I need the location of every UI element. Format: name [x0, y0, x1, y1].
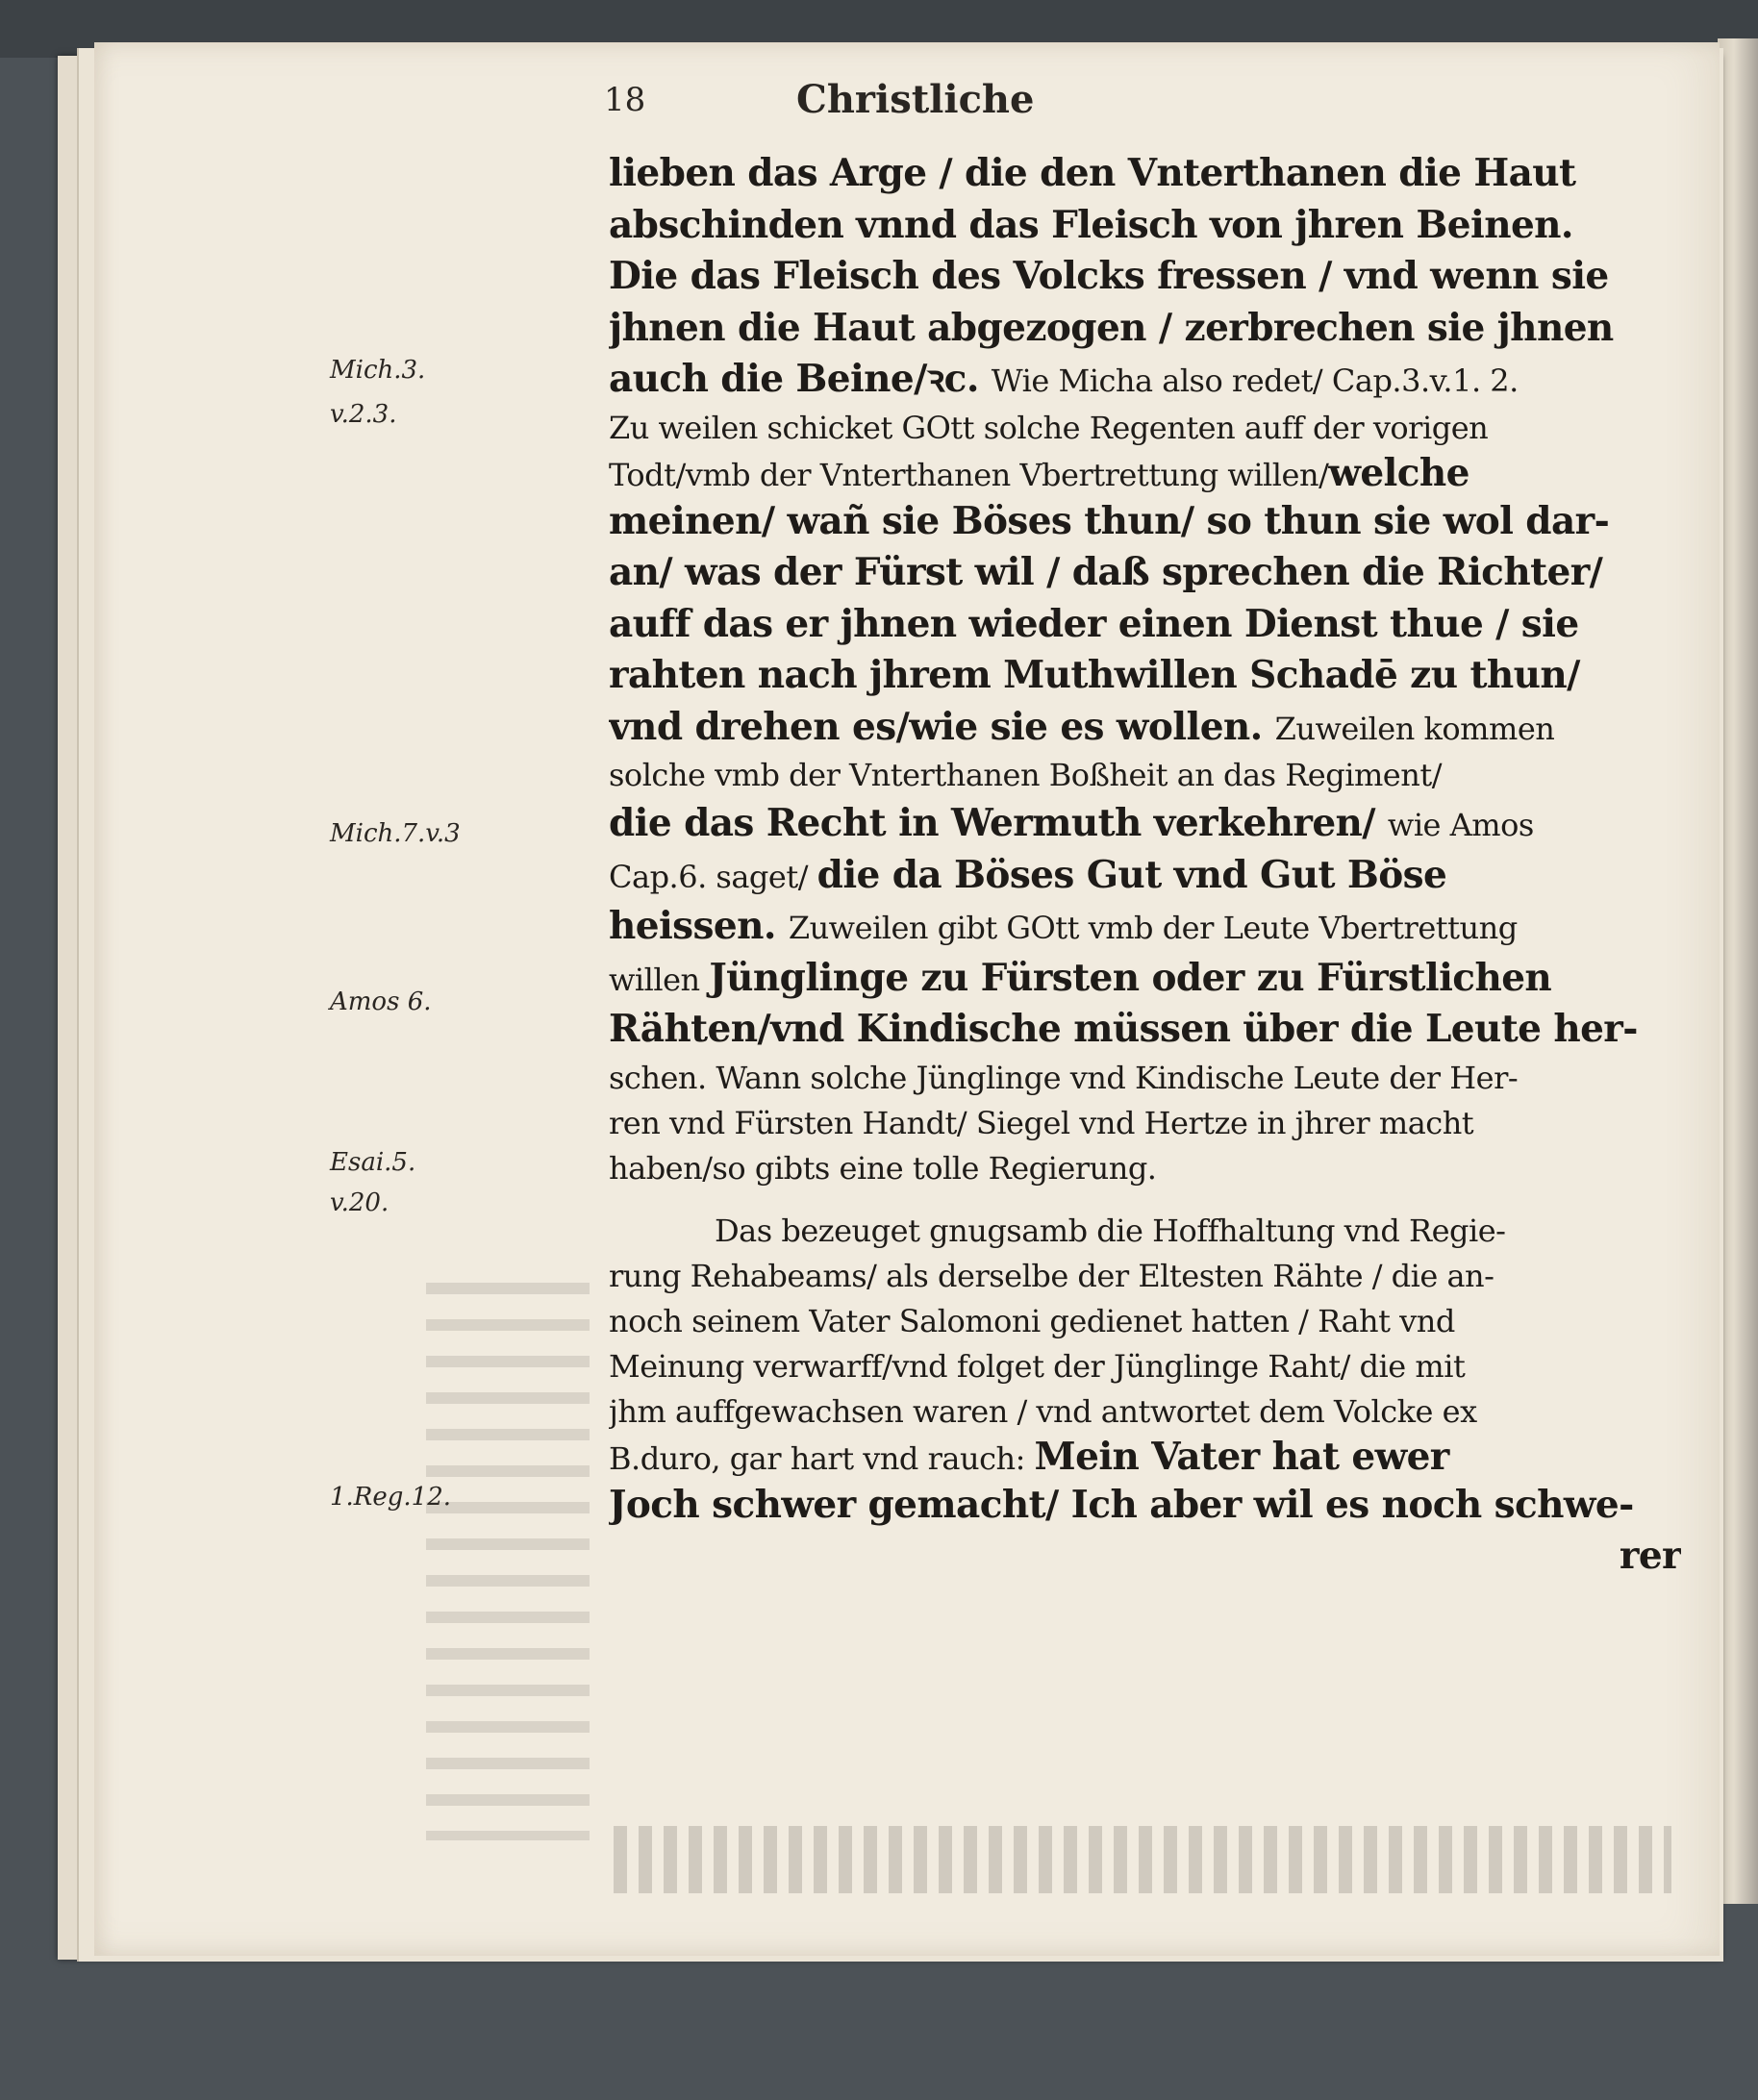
text-line [609, 1344, 1681, 1389]
text-segment: Zuweilen kommen [1274, 710, 1555, 747]
text-line [609, 1254, 1681, 1299]
text-line [609, 798, 1681, 850]
text-segment-emphasis: auch die Beine/ꝛc. [609, 357, 992, 401]
text-segment: willen [609, 961, 710, 998]
text-segment-emphasis: Jünglinge zu Fürsten oder zu Fürstlichen [709, 955, 1552, 1000]
text-segment-emphasis: lieben das Arge / die den Vnterthanen die Haut [609, 151, 1576, 195]
text-segment-emphasis: heissen. [609, 904, 789, 948]
text-segment-emphasis: auff das er jhnen wieder einen Dienst thue / sie [609, 601, 1579, 646]
text-segment: Cap.6. saget/ [609, 858, 817, 895]
text-segment-emphasis: an/ was der Fürst wil / daß sprechen die Richter/ [609, 550, 1603, 594]
text-segment-emphasis: welche [1328, 450, 1469, 495]
text-segment-emphasis: meinen/ wañ sie Böses thun/ so thun sie wol dar- [609, 498, 1610, 543]
text-segment: B.duro, gar hart vnd rauch: [609, 1439, 1035, 1477]
text-line [609, 1146, 1681, 1191]
facing-page-edge [1718, 38, 1758, 1904]
body-text [609, 148, 1681, 1583]
text-line [609, 303, 1681, 355]
text-segment-emphasis: Die das Fleisch des Volcks fressen / vnd wenn sie [609, 254, 1609, 298]
text-segment: ren vnd Fürsten Handt/ Siegel vnd Hertze in jhrer macht [609, 1104, 1474, 1141]
text-segment: Das bezeuget gnugsamb die Hoffhaltung vnd Regie- [715, 1212, 1506, 1249]
margin-note: Amos 6. [330, 988, 432, 1016]
text-line [609, 1531, 1681, 1583]
text-segment: solche vmb der Vnterthanen Boßheit an das Regiment/ [609, 757, 1442, 793]
page-number: 18 [604, 81, 646, 119]
text-segment: rung Rehabeams/ als derselbe der Eltesten Rähte / die an- [609, 1257, 1494, 1294]
text-line [609, 1480, 1681, 1532]
text-segment-emphasis: Joch schwer gemacht/ Ich aber wil es noch schwe- [609, 1482, 1634, 1527]
text-line [609, 599, 1681, 651]
margin-note: 1.Reg.12. [330, 1483, 452, 1512]
text-line [609, 451, 1681, 496]
text-line [609, 901, 1681, 953]
text-line [609, 1056, 1681, 1101]
running-head [604, 81, 1229, 119]
text-line [609, 650, 1681, 702]
margin-note: v.20. [330, 1188, 389, 1217]
text-line [609, 1209, 1681, 1254]
text-segment: jhm auffgewachsen waren / vnd antwortet dem Volcke ex [609, 1392, 1477, 1430]
text-line [609, 1389, 1681, 1435]
text-line [609, 753, 1681, 798]
margin-note: Mich.3. [330, 356, 426, 385]
text-line [609, 1435, 1681, 1480]
text-segment: Wie Micha also redet/ Cap.3.v.1. 2. [991, 362, 1519, 399]
text-line [609, 200, 1681, 252]
text-segment-emphasis: die da Böses Gut vnd Gut Böse [816, 852, 1447, 897]
text-segment: wie Amos [1387, 807, 1534, 843]
text-segment: Todt/vmb der Vnterthanen Vbertrettung willen/ [609, 456, 1329, 493]
text-segment-emphasis: rahten nach jhrem Muthwillen Schadē zu thun/ [609, 653, 1580, 697]
text-line [609, 148, 1681, 200]
text-segment: Zuweilen gibt GOtt vmb der Leute Vbertrettung [788, 910, 1518, 946]
book-page [94, 42, 1720, 1956]
text-line [609, 547, 1681, 599]
running-head-title: Christliche [796, 81, 1035, 119]
text-segment: Zu weilen schicket GOtt solche Regenten auff der vorigen [609, 409, 1489, 446]
text-line [609, 953, 1681, 1005]
margin-note: v.2.3. [330, 400, 397, 429]
text-segment-emphasis: die das Recht in Wermuth verkehren/ [609, 801, 1388, 845]
text-line [609, 702, 1681, 754]
text-segment: Meinung verwarff/vnd folget der Jünglinge Raht/ die mit [609, 1347, 1466, 1385]
text-segment-emphasis: vnd drehen es/wie sie es wollen. [609, 704, 1275, 749]
text-segment: noch seinem Vater Salomoni gedienet hatten / Raht vnd [609, 1302, 1455, 1339]
text-segment-emphasis: Rähten/vnd Kindische müssen über die Leute her- [609, 1007, 1638, 1051]
text-line [609, 251, 1681, 303]
text-line [609, 850, 1681, 902]
text-segment-emphasis: Mein Vater hat ewer [1034, 1434, 1449, 1479]
text-segment-emphasis: jhnen die Haut abgezogen / zerbrechen sie jhnen [609, 305, 1614, 350]
text-segment: haben/so gibts eine tolle Regierung. [609, 1149, 1157, 1187]
margin-note: Esai.5. [330, 1148, 416, 1177]
text-segment-emphasis: rer [1619, 1534, 1681, 1578]
text-segment-emphasis: abschinden vnnd das Fleisch von jhren Beinen. [609, 202, 1573, 247]
show-through-notes [426, 1283, 590, 1840]
text-line [609, 1101, 1681, 1146]
text-line [609, 354, 1681, 406]
text-line [609, 1299, 1681, 1344]
show-through-text [614, 1826, 1671, 1893]
text-segment: schen. Wann solche Jünglinge vnd Kindische Leute der Her- [609, 1059, 1519, 1096]
text-line [609, 1004, 1681, 1056]
text-line [609, 406, 1681, 451]
text-line [609, 496, 1681, 548]
margin-note: Mich.7.v.3 [330, 819, 461, 848]
